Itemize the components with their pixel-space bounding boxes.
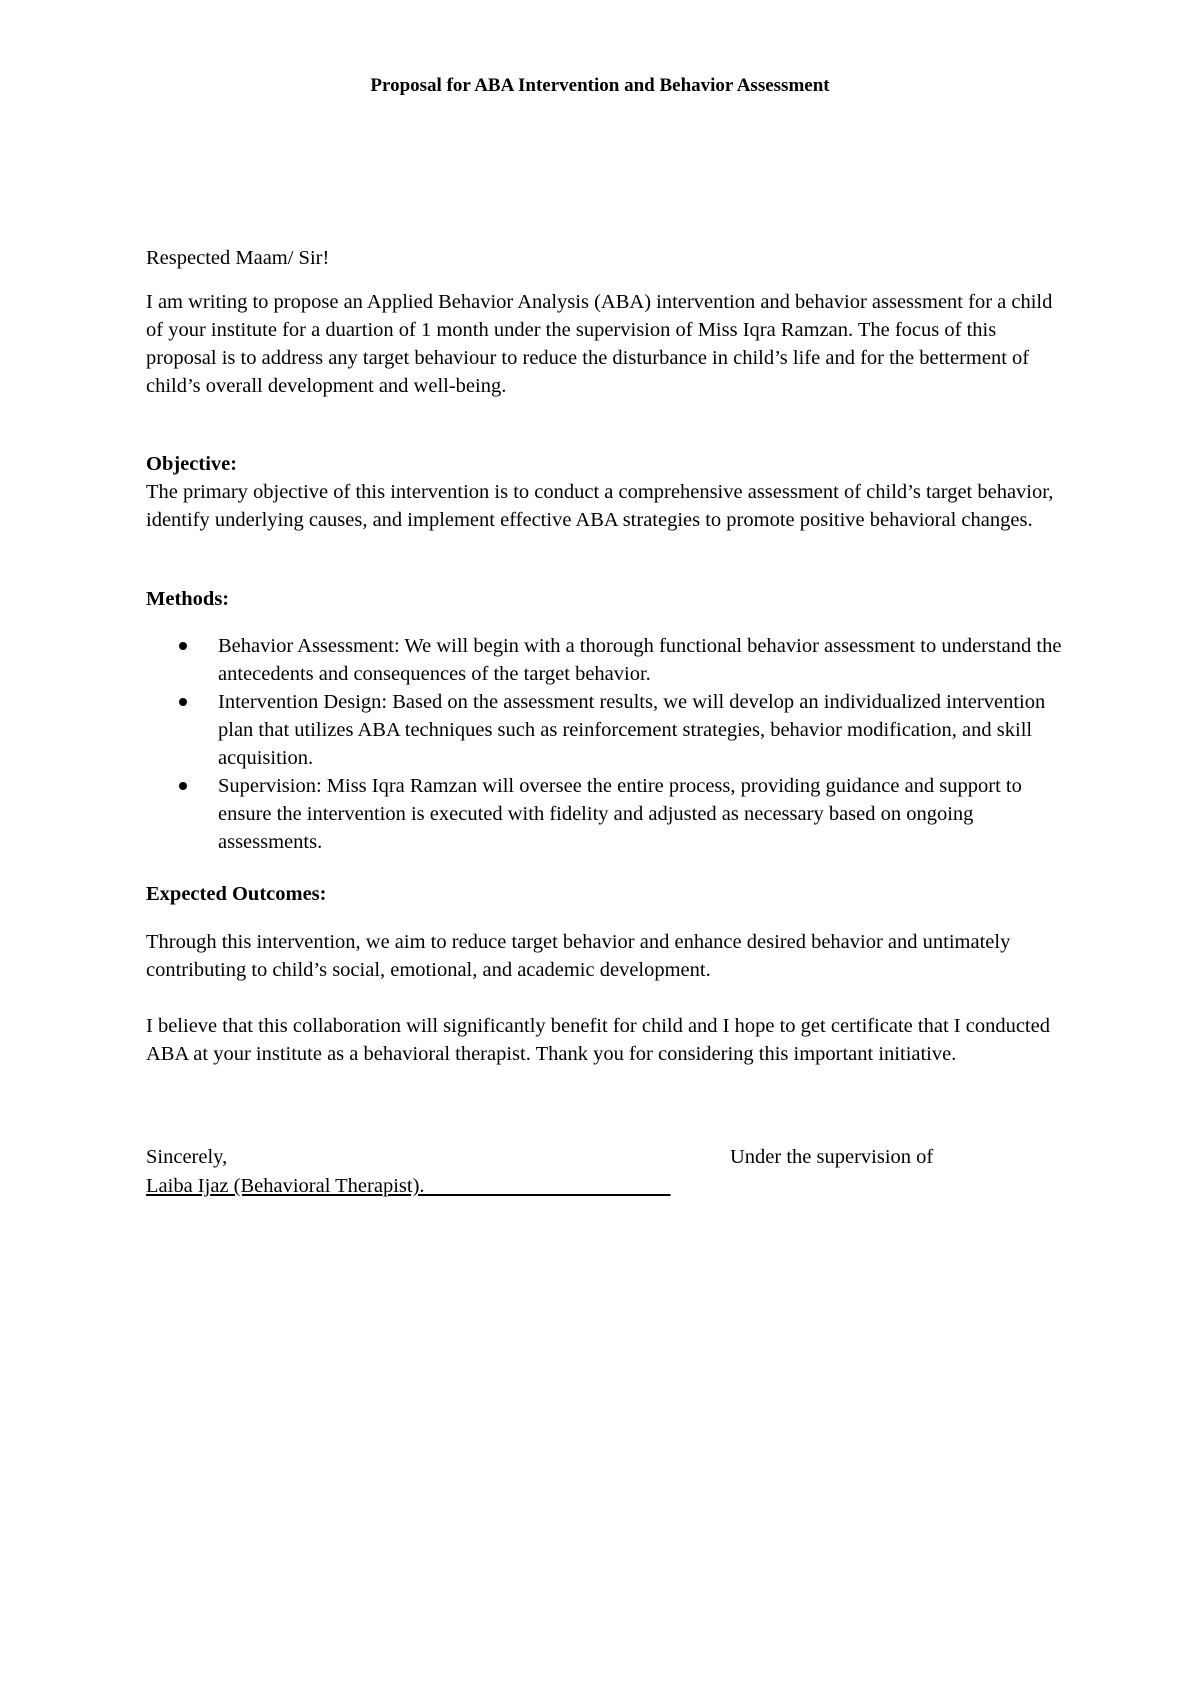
page-title: Proposal for ABA Intervention and Behavior Assessment xyxy=(370,75,830,96)
bullet-icon xyxy=(179,698,187,706)
sign-off: Sincerely, xyxy=(146,1146,228,1168)
signatory-name: Laiba Ijaz (Behavioral Therapist). xyxy=(146,1175,671,1197)
intro-paragraph: I am writing to propose an Applied Behavior Analysis (ABA) intervention and behavior assessment for a child of your institute for a duartion of 1 month under the supervision of Miss Iqra Ramzan. The focus of this proposal is to address any target behaviour to reduce the disturbance in child’s life and for the betterment of child’s overall development and well-being. xyxy=(146,291,1053,397)
bullet-icon xyxy=(179,782,187,790)
method-text: Supervision: Miss Iqra Ramzan will oversee the entire process, providing guidance and support to ensure the intervention is executed with fidelity and adjusted as necessary based on ongoing assessments. xyxy=(218,775,1022,853)
methods-list xyxy=(146,632,1066,856)
list-item xyxy=(146,632,1066,688)
method-text: Behavior Assessment: We will begin with a thorough functional behavior assessment to understand the antecedents and consequences of the target behavior. xyxy=(218,635,1062,685)
bullet-icon xyxy=(179,642,187,650)
list-item xyxy=(146,688,1066,772)
method-text: Intervention Design: Based on the assessment results, we will develop an individualized intervention plan that utilizes ABA techniques such as reinforcement strategies, behavior modification, and skill acquisition. xyxy=(218,691,1046,769)
supervision-label: Under the supervision of xyxy=(730,1146,934,1168)
closing-paragraph: I believe that this collaboration will significantly benefit for child and I hope to get certificate that I conducted ABA at your institute as a behavioral therapist. Thank you for considering this important initiative. xyxy=(146,1015,1050,1065)
objective-paragraph: The primary objective of this intervention is to conduct a comprehensive assessment of child’s target behavior, identify underlying causes, and implement effective ABA strategies to promote positive behavioral changes. xyxy=(146,481,1054,531)
outcomes-heading: Expected Outcomes: xyxy=(146,883,327,905)
salutation: Respected Maam/ Sir! xyxy=(146,247,330,269)
list-item xyxy=(146,772,1066,856)
objective-heading: Objective: xyxy=(146,453,238,475)
outcomes-paragraph: Through this intervention, we aim to reduce target behavior and enhance desired behavior and untimately contributing to child’s social, emotional, and academic development. xyxy=(146,931,1011,981)
methods-heading: Methods: xyxy=(146,588,230,610)
